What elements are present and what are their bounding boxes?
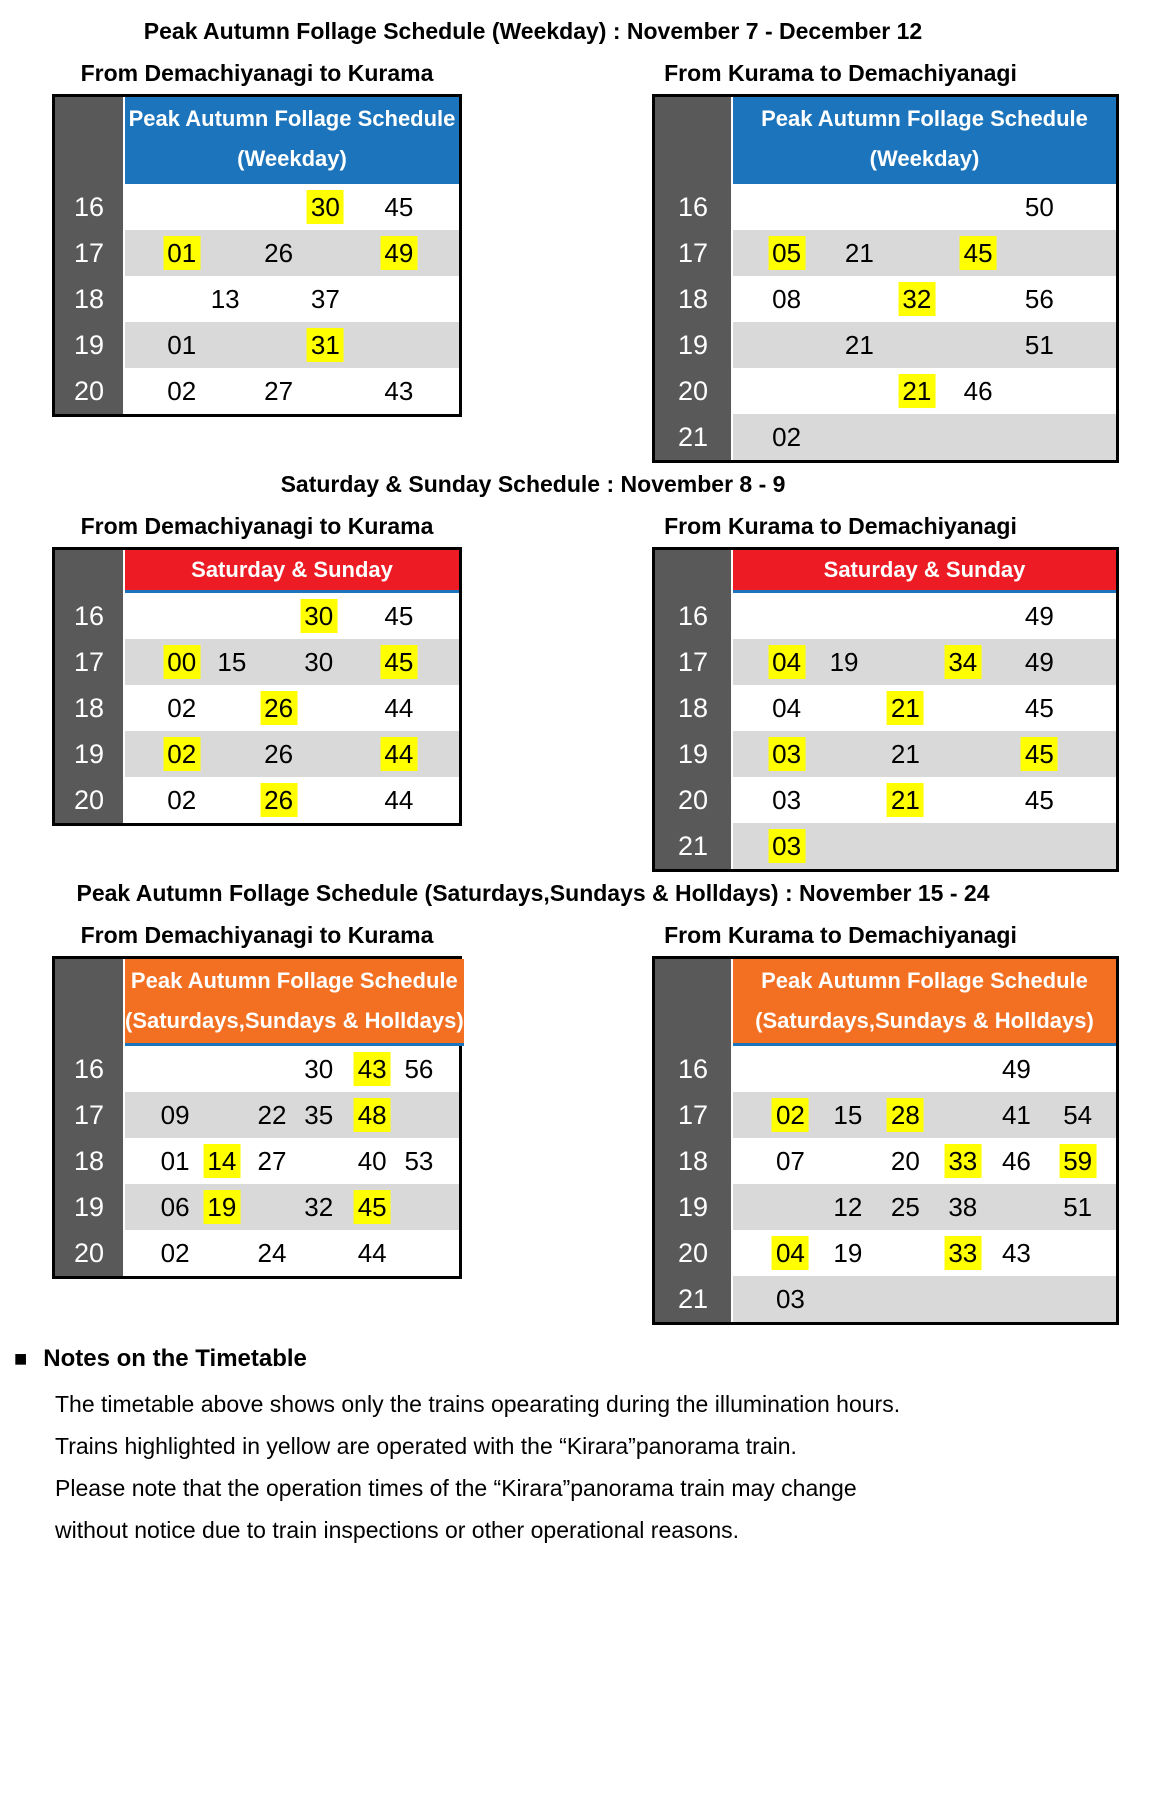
notes-heading: [14, 1343, 1168, 1375]
minute-cell: 25: [890, 1192, 920, 1222]
minute-cell: 35: [304, 1100, 334, 1130]
table-row: [655, 1276, 1116, 1322]
minutes-area: [125, 1230, 459, 1276]
table-column: [52, 46, 462, 417]
minute-cell: 51: [1024, 330, 1054, 360]
minutes-area: [733, 276, 1116, 322]
hour-cell: 18: [655, 1138, 733, 1184]
minutes-area: [125, 322, 459, 368]
hour-cell: 19: [655, 731, 733, 777]
hour-cell: 19: [55, 731, 125, 777]
table-row: [55, 685, 459, 731]
table-header: [655, 959, 1116, 1046]
minute-cell: 02: [772, 422, 802, 452]
minute-cell-highlighted: 49: [380, 236, 417, 270]
minutes-area: [733, 823, 1116, 869]
minutes-area: [733, 414, 1116, 460]
note-line: The timetable above shows only the trains opearating during the illumination hours.: [55, 1391, 901, 1417]
hour-cell: 17: [55, 230, 125, 276]
schedule-table: [52, 956, 462, 1279]
minute-cell: 37: [310, 284, 340, 314]
minute-cell: 20: [890, 1146, 920, 1176]
minute-cell-highlighted: 45: [354, 1190, 391, 1224]
minute-cell: 12: [833, 1192, 863, 1222]
minute-cell: 44: [384, 785, 414, 815]
hour-column-header: [55, 959, 125, 1046]
minutes-area: [733, 230, 1116, 276]
minutes-area: [125, 639, 459, 685]
hour-cell: 21: [655, 1276, 733, 1322]
minute-cell: 15: [833, 1100, 863, 1130]
minute-cell-highlighted: 02: [772, 1098, 809, 1132]
direction-heading: From Demachiyanagi to Kurama: [80, 922, 434, 948]
hour-cell: 17: [55, 1092, 125, 1138]
table-row: [55, 1046, 459, 1092]
table-header-line: (Weekday): [237, 146, 347, 171]
table-column: [652, 46, 1119, 463]
hour-cell: 16: [55, 184, 125, 230]
table-header-line: Peak Autumn Follage Schedule: [130, 968, 458, 993]
minute-cell-highlighted: 30: [300, 599, 337, 633]
minutes-area: [125, 731, 459, 777]
minute-cell: 44: [357, 1238, 387, 1268]
hour-cell: 20: [55, 777, 125, 823]
hour-column-header: [655, 959, 733, 1046]
table-row: [55, 276, 459, 322]
minute-cell-highlighted: 30: [307, 190, 344, 224]
minute-cell: 19: [833, 1238, 863, 1268]
minutes-area: [125, 368, 459, 414]
hour-cell: 19: [55, 1184, 125, 1230]
minute-cell-highlighted: 59: [1059, 1144, 1096, 1178]
table-header-line: Saturday & Sunday: [191, 557, 393, 582]
direction-heading: From Kurama to Demachiyanagi: [664, 60, 1017, 86]
table-header-label: [125, 97, 459, 184]
minute-cell-highlighted: 21: [898, 374, 935, 408]
direction-heading: From Kurama to Demachiyanagi: [664, 922, 1017, 948]
minute-cell: 27: [264, 376, 294, 406]
minute-cell: 45: [1024, 785, 1054, 815]
minute-cell-highlighted: 14: [203, 1144, 240, 1178]
hour-cell: 19: [655, 322, 733, 368]
table-row: [55, 1184, 459, 1230]
notes-section: [14, 1343, 1168, 1551]
table-header-label: [733, 550, 1116, 593]
hour-cell: 20: [655, 368, 733, 414]
table-row: [55, 639, 459, 685]
table-row: [655, 823, 1116, 869]
minute-cell-highlighted: 21: [887, 691, 924, 725]
minute-cell: 43: [1001, 1238, 1031, 1268]
minute-cell-highlighted: 28: [887, 1098, 924, 1132]
minutes-area: [733, 184, 1116, 230]
minute-cell: 54: [1063, 1100, 1093, 1130]
schedule-table: [52, 547, 462, 826]
minute-cell: 02: [160, 1238, 190, 1268]
minute-cell: 21: [844, 330, 874, 360]
minute-cell-highlighted: 44: [380, 737, 417, 771]
section-tables: [52, 46, 1168, 463]
minute-cell: 30: [304, 1054, 334, 1084]
hour-cell: 16: [55, 1046, 125, 1092]
table-row: [55, 1092, 459, 1138]
hour-cell: 18: [55, 685, 125, 731]
hour-cell: 20: [55, 368, 125, 414]
hour-cell: 17: [655, 639, 733, 685]
minute-cell: 13: [210, 284, 240, 314]
hour-cell: 18: [655, 685, 733, 731]
minute-cell: 07: [775, 1146, 805, 1176]
minute-cell-highlighted: 04: [768, 645, 805, 679]
table-header-label: [125, 550, 459, 593]
schedule-table: [652, 94, 1119, 463]
table-header: [655, 97, 1116, 184]
hour-cell: 20: [655, 777, 733, 823]
minute-cell: 56: [404, 1054, 434, 1084]
table-row: [55, 322, 459, 368]
table-row: [55, 184, 459, 230]
minute-cell: 45: [384, 601, 414, 631]
hour-column-header: [655, 97, 733, 184]
table-row: [55, 1138, 459, 1184]
hour-cell: 20: [55, 1230, 125, 1276]
section-tables: [52, 499, 1168, 872]
table-row: [655, 593, 1116, 639]
minutes-area: [733, 777, 1116, 823]
note-line: Please note that the operation times of the “Kirara”panorama train may change: [55, 1475, 857, 1501]
minute-cell: 50: [1024, 192, 1054, 222]
table-row: [655, 184, 1116, 230]
table-header-line: (Saturdays,Sundays & Holldays): [755, 1008, 1094, 1033]
minute-cell-highlighted: 33: [944, 1144, 981, 1178]
table-row: [655, 276, 1116, 322]
minutes-area: [733, 322, 1116, 368]
minutes-area: [733, 593, 1116, 639]
minute-cell: 44: [384, 693, 414, 723]
minute-cell: 41: [1001, 1100, 1031, 1130]
notes-heading-text: Notes on the Timetable: [43, 1345, 307, 1372]
minute-cell: 49: [1024, 601, 1054, 631]
minute-cell-highlighted: 05: [768, 236, 805, 270]
minute-cell-highlighted: 45: [380, 645, 417, 679]
minute-cell: 32: [304, 1192, 334, 1222]
minute-cell: 06: [160, 1192, 190, 1222]
minutes-area: [125, 1046, 459, 1092]
hour-cell: 16: [655, 593, 733, 639]
table-header-line: (Weekday): [869, 146, 980, 171]
minute-cell-highlighted: 01: [163, 236, 200, 270]
minute-cell-highlighted: 19: [203, 1190, 240, 1224]
minute-cell: 45: [1024, 693, 1054, 723]
minute-cell-highlighted: 45: [1021, 737, 1058, 771]
table-row: [655, 1046, 1116, 1092]
minute-cell: 02: [167, 376, 197, 406]
direction-heading: From Kurama to Demachiyanagi: [664, 513, 1017, 539]
table-column: [652, 499, 1119, 872]
minute-cell: 02: [167, 693, 197, 723]
minute-cell-highlighted: 32: [898, 282, 935, 316]
hour-cell: 21: [655, 414, 733, 460]
hour-cell: 21: [655, 823, 733, 869]
table-header-label: [733, 959, 1116, 1046]
table-header: [55, 959, 464, 1046]
table-row: [655, 368, 1116, 414]
table-row: [655, 1184, 1116, 1230]
hour-column-header: [55, 97, 125, 184]
minutes-area: [125, 230, 459, 276]
minutes-area: [733, 1276, 1116, 1322]
minute-cell: 56: [1024, 284, 1054, 314]
table-header: [55, 97, 459, 184]
schedule-table: [52, 94, 462, 417]
minutes-area: [733, 1046, 1116, 1092]
table-header-line: (Saturdays,Sundays & Holldays): [125, 1008, 464, 1033]
minute-cell-highlighted: 21: [887, 783, 924, 817]
minute-cell: 04: [772, 693, 802, 723]
minute-cell: 21: [890, 739, 920, 769]
table-column: [652, 908, 1119, 1325]
table-row: [55, 368, 459, 414]
minutes-area: [733, 731, 1116, 777]
minute-cell-highlighted: 03: [768, 829, 805, 863]
table-row: [655, 777, 1116, 823]
minute-cell: 03: [775, 1284, 805, 1314]
hour-cell: 17: [655, 1092, 733, 1138]
minute-cell: 27: [257, 1146, 287, 1176]
table-row: [655, 685, 1116, 731]
table-column: [52, 908, 462, 1279]
minute-cell-highlighted: 03: [768, 737, 805, 771]
minutes-area: [733, 1138, 1116, 1184]
minutes-area: [125, 276, 459, 322]
minutes-area: [733, 1092, 1116, 1138]
minute-cell: 45: [384, 192, 414, 222]
minute-cell: 01: [160, 1146, 190, 1176]
minutes-area: [733, 1184, 1116, 1230]
minutes-area: [125, 685, 459, 731]
direction-heading: From Demachiyanagi to Kurama: [80, 60, 434, 86]
minutes-area: [125, 1092, 459, 1138]
minute-cell: 51: [1063, 1192, 1093, 1222]
minute-cell: 30: [304, 647, 334, 677]
hour-cell: 17: [55, 639, 125, 685]
hour-cell: 20: [655, 1230, 733, 1276]
minute-cell: 26: [264, 238, 294, 268]
table-header-line: Peak Autumn Follage Schedule: [761, 106, 1088, 131]
minute-cell: 49: [1001, 1054, 1031, 1084]
minute-cell-highlighted: 26: [260, 691, 297, 725]
table-header: [55, 550, 459, 593]
table-row: [655, 731, 1116, 777]
minute-cell-highlighted: 43: [354, 1052, 391, 1086]
minutes-area: [125, 1138, 459, 1184]
minute-cell: 15: [217, 647, 247, 677]
minute-cell: 40: [357, 1146, 387, 1176]
hour-cell: 16: [655, 1046, 733, 1092]
table-row: [655, 1230, 1116, 1276]
minute-cell: 38: [948, 1192, 978, 1222]
section-title: Peak Autumn Follage Schedule (Weekday) : November 7 - December 12: [143, 18, 923, 44]
minutes-area: [733, 685, 1116, 731]
table-row: [655, 414, 1116, 460]
section-title: Saturday & Sunday Schedule : November 8 - 9: [280, 471, 786, 497]
table-header-line: Peak Autumn Follage Schedule: [761, 968, 1088, 993]
minute-cell: 53: [404, 1146, 434, 1176]
minute-cell-highlighted: 00: [163, 645, 200, 679]
minute-cell: 01: [167, 330, 197, 360]
minute-cell: 22: [257, 1100, 287, 1130]
table-row: [55, 1230, 459, 1276]
minute-cell-highlighted: 31: [307, 328, 344, 362]
table-header-line: Peak Autumn Follage Schedule: [128, 106, 456, 131]
minute-cell: 26: [264, 739, 294, 769]
minute-cell: 24: [257, 1238, 287, 1268]
minutes-area: [733, 1230, 1116, 1276]
table-row: [655, 1092, 1116, 1138]
section-title: Peak Autumn Follage Schedule (Saturdays,Sundays & Holldays) : November 15 - 24: [76, 880, 990, 906]
minute-cell-highlighted: 26: [260, 783, 297, 817]
note-line: Trains highlighted in yellow are operated with the “Kirara”panorama train.: [55, 1433, 797, 1459]
table-row: [655, 1138, 1116, 1184]
table-header-label: [125, 959, 464, 1046]
minutes-area: [125, 184, 459, 230]
hour-column-header: [55, 550, 125, 593]
hour-cell: 18: [655, 276, 733, 322]
minute-cell-highlighted: 04: [772, 1236, 809, 1270]
minute-cell-highlighted: 45: [960, 236, 997, 270]
minute-cell-highlighted: 33: [944, 1236, 981, 1270]
minute-cell-highlighted: 48: [354, 1098, 391, 1132]
table-header-label: [733, 97, 1116, 184]
table-header-line: Saturday & Sunday: [823, 557, 1026, 582]
table-row: [655, 230, 1116, 276]
hour-column-header: [655, 550, 733, 593]
minute-cell: 08: [772, 284, 802, 314]
direction-heading: From Demachiyanagi to Kurama: [80, 513, 434, 539]
schedule-table: [652, 547, 1119, 872]
minute-cell: 03: [772, 785, 802, 815]
table-row: [655, 639, 1116, 685]
minute-cell: 43: [384, 376, 414, 406]
minutes-area: [125, 777, 459, 823]
hour-cell: 17: [655, 230, 733, 276]
section-tables: [52, 908, 1168, 1325]
minute-cell: 46: [1001, 1146, 1031, 1176]
hour-cell: 18: [55, 1138, 125, 1184]
minutes-area: [125, 1184, 459, 1230]
hour-cell: 18: [55, 276, 125, 322]
hour-cell: 19: [55, 322, 125, 368]
minute-cell-highlighted: 34: [944, 645, 981, 679]
table-row: [55, 230, 459, 276]
minute-cell: 46: [963, 376, 993, 406]
minute-cell: 19: [829, 647, 859, 677]
table-column: [52, 499, 462, 826]
table-row: [55, 593, 459, 639]
hour-cell: 16: [55, 593, 125, 639]
hour-cell: 16: [655, 184, 733, 230]
minutes-area: [125, 593, 459, 639]
table-row: [655, 322, 1116, 368]
minute-cell: 02: [167, 785, 197, 815]
note-line: without notice due to train inspections or other operational reasons.: [55, 1517, 740, 1543]
table-row: [55, 731, 459, 777]
hour-cell: 19: [655, 1184, 733, 1230]
notes-bullet-icon: ■: [14, 1346, 28, 1371]
minute-cell: 09: [160, 1100, 190, 1130]
minute-cell-highlighted: 02: [163, 737, 200, 771]
table-row: [55, 777, 459, 823]
minutes-area: [733, 639, 1116, 685]
schedule-table: [652, 956, 1119, 1325]
table-header: [655, 550, 1116, 593]
minutes-area: [733, 368, 1116, 414]
minute-cell: 49: [1024, 647, 1054, 677]
minute-cell: 21: [844, 238, 874, 268]
